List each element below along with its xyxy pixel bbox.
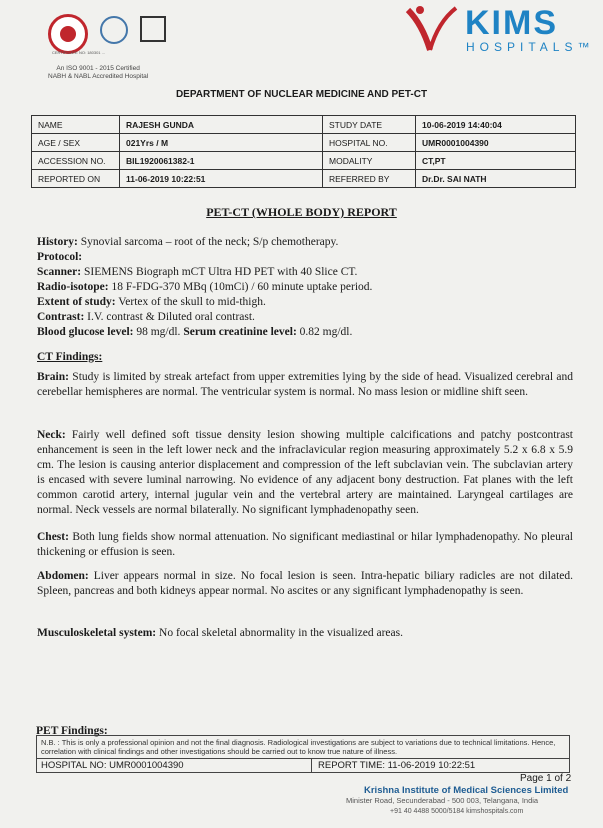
page-number: Page 1 of 2 — [520, 773, 572, 784]
lab-values-line: Blood glucose level: 98 mg/dl. Serum creatinine level: 0.82 mg/dl. — [37, 326, 353, 338]
report-title: PET-CT (WHOLE BODY) REPORT — [206, 205, 397, 219]
table-row — [32, 152, 576, 170]
modality: CT,PT — [416, 152, 576, 170]
scanner-line: Scanner: SIEMENS Biograph mCT Ultra HD PET with 40 Slice CT. — [37, 266, 358, 278]
brand-name: KIMS — [465, 4, 558, 42]
musculoskeletal-finding: Musculoskeletal system: No focal skeletal abnormality in the visualized areas. — [37, 627, 403, 639]
chest-finding: Chest: Both lung fields show normal attenuation. No significant mediastinal or hilar lymphadenopathy. No pleural thickening or effusion is seen. — [37, 531, 573, 558]
company-contact: +91 40 4488 5000/5184 kimshospitals.com — [390, 808, 524, 815]
iso-statement: An ISO 9001 - 2015 Certified NABH & NABL Accredited Hospital — [48, 65, 149, 80]
pet-findings-heading: PET Findings: — [36, 725, 108, 737]
table-row — [32, 116, 576, 134]
reported-on-label: REPORTED ON — [32, 170, 120, 188]
abdomen-finding: Abdomen: Liver appears normal in size. No focal lesion is seen. Intra-hepatic biliary radicles are not dilated. Spleen, pancreas and both kidneys appear normal. No ascites or any significant lymphadenopathy is seen. — [37, 570, 574, 597]
age-sex: 021Yrs / M — [120, 134, 323, 152]
neck-finding: Neck: Fairly well defined soft tissue density lesion showing multiple calcifications and patchy postcontrast enhancement is seen in the left lower neck and the infraclavicular region measuring approximately 5.2 x 6.8 x 5.9 cm. The lesion is causing anterior displacement and compression of the left subclavian vein. The subclavian artery is encased with severe luminal narrowing. No evidence of any adjacent bony destruction. Fat planes with the left common carotid artery, internal jugular vein and the vertebral artery are maintained. Laryngeal cartilages are normal. Neck vessels are normal bilaterally. No significant lymphadenopathy seen. — [37, 429, 574, 516]
brain-finding: Brain: Study is limited by streak artefact from upper extremities lying by the side of head. Visualized cerebral and cerebellar hemispheres are normal. The ventricular system is normal. No mass lesion or midline shift seen. — [37, 371, 573, 398]
patient-name: RAJESH GUNDA — [120, 116, 323, 134]
accession-no: BIL1920061382-1 — [120, 152, 323, 170]
contrast-line: Contrast: I.V. contrast & Diluted oral contrast. — [37, 311, 255, 323]
quality-logo — [140, 16, 166, 42]
footer-hospital-no: HOSPITAL NO: UMR0001004390 — [37, 759, 312, 772]
company-name: Krishna Institute of Medical Sciences Limited — [364, 785, 569, 796]
radio-isotope-line: Radio-isotope: 18 F-FDG-370 MBq (10mCi) / 60 minute uptake period. — [37, 281, 373, 293]
table-row — [32, 170, 576, 188]
certificate-number: CERTIFICATE NO: 180301 ... — [52, 50, 105, 55]
protocol-heading: Protocol: — [37, 251, 83, 263]
referred-by: Dr.Dr. SAI NATH — [416, 170, 576, 188]
study-date-label: STUDY DATE — [323, 116, 416, 134]
history-protocol-section — [37, 235, 573, 340]
referred-by-label: REFERRED BY — [323, 170, 416, 188]
study-date: 10-06-2019 14:40:04 — [416, 116, 576, 134]
accession-label: ACCESSION NO. — [32, 152, 120, 170]
name-label: NAME — [32, 116, 120, 134]
bureau-veritas-logo — [100, 16, 128, 44]
company-address: Minister Road, Secunderabad - 500 003, Telangana, India — [346, 796, 539, 805]
reported-on: 11-06-2019 10:22:51 — [120, 170, 323, 188]
modality-label: MODALITY — [323, 152, 416, 170]
accreditation-logos — [48, 14, 166, 54]
extent-line: Extent of study: Vertex of the skull to mid-thigh. — [37, 296, 266, 308]
brand-subtitle: HOSPITALS™ — [466, 40, 595, 54]
patient-info-table — [31, 115, 576, 188]
hospital-no-label: HOSPITAL NO. — [323, 134, 416, 152]
ct-findings-heading: CT Findings: — [37, 351, 103, 363]
hospital-no: UMR0001004390 — [416, 134, 576, 152]
footer-row — [36, 758, 570, 773]
footer-report-time: REPORT TIME: 11-06-2019 10:22:51 — [318, 760, 476, 771]
age-sex-label: AGE / SEX — [32, 134, 120, 152]
disclaimer-note: N.B. : This is only a professional opinion and not the final diagnosis. Radiological investigations are subject to variations due to technical limitations. Hence, correlation with clinical findings and other investigations should be carried out to know true nature of illness. — [36, 735, 570, 759]
department-title: DEPARTMENT OF NUCLEAR MEDICINE AND PET-CT — [175, 89, 428, 100]
history-line: History: Synovial sarcoma – root of the neck; S/p chemotherapy. — [37, 236, 339, 248]
nabh-logo — [48, 14, 88, 54]
table-row — [32, 134, 576, 152]
